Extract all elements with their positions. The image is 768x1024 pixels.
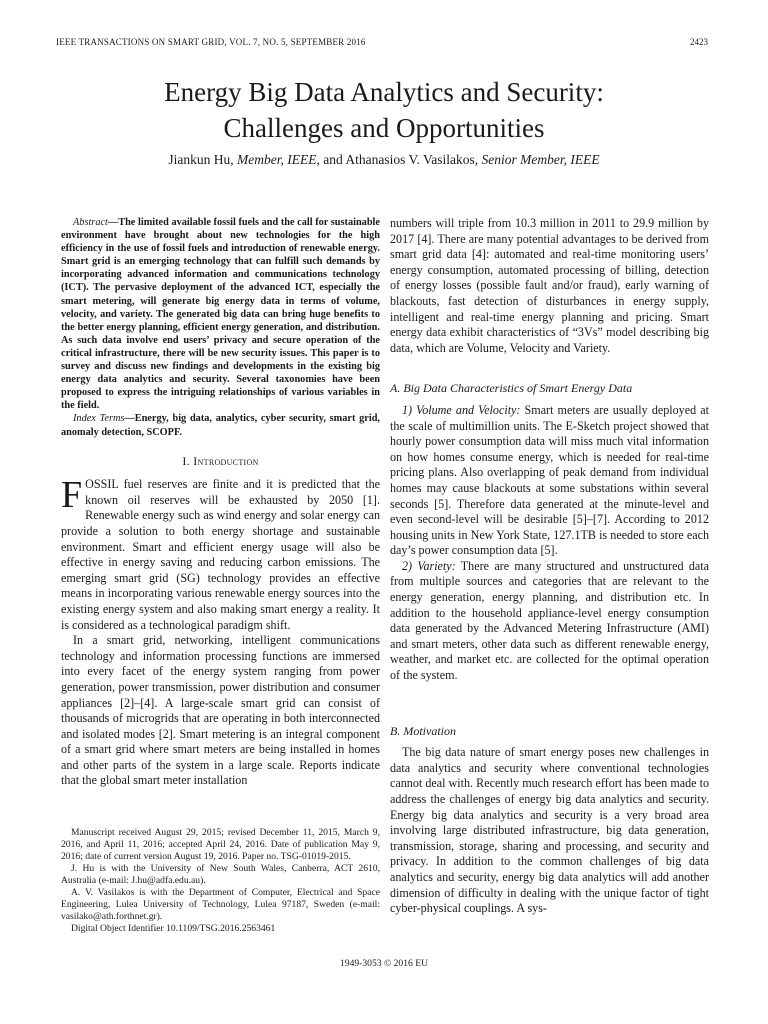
section-heading-introduction (61, 454, 380, 470)
section-b-paragraph-1: The big data nature of smart energy poses new challenges in data analytics and security where conventional technologies cannot deal with. Recently much research effort has been made to address the challenges of energy big data analytics and security. Energy big data analytics and security is a very broad area involving large distributed infrastructure, big data generation, transmission, storage, sharing and processing, and security and privacy. In addition to the common challenges of big data analytics and security, energy big data analytics will add another dimension of difficulty in dealing with the unique factor of tight cyber-physical couplings. A sys- (390, 745, 709, 916)
footnote-manuscript: Manuscript received August 29, 2015; revised December 11, 2015, March 9, 2016, and April 11, 2016; accepted April 24, 2016. Date of publication May 9, 2016; date of current version August 19, 2016. Paper no. TSG-01019-2015. (61, 827, 380, 862)
right-column (390, 216, 709, 917)
abstract-text: —The limited available fossil fuels and the call for sustainable environment have brought about new technologies for the high efficiency in the use of fossil fuels and introduction of renewable energy. Smart grid is an emerging technology that can fulfill such demands by incorporating advanced information and communications technology (ICT). The pervasive deployment of the advanced ICT, especially the smart metering, will generate big energy data in terms of volume, velocity, and variety. The generated big data can bring huge benefits to the better energy planning, efficient energy generation, and distribution. As such data involve end users’ privacy and secure operation of the critical infrastructure, there will be new security issues. This paper is to survey and discuss new findings and developments in the existing big energy data analytics and security. Several taxonomies have been proposed to express the intriguing relationships of various variables in the field. (61, 217, 380, 412)
section-a-paragraph-1 (390, 403, 709, 559)
abstract-label: Abstract (73, 217, 108, 228)
drop-cap: F (61, 474, 83, 517)
author-1-role: Member, IEEE (237, 152, 317, 167)
author-1-name: Jiankun Hu, (168, 152, 238, 167)
section-a-paragraph-2-text: There are many structured and unstructured data from multiple sources and categories that are relevant to the energy generation, energy planning, and distribution etc. In addition to the household appliance-level energy consumption data generated by the Advanced Metering Infrastructure (AMI) and smart meters, other data such as different renewable energy, weather, and market etc. are collected for the optimal operation of the system. (390, 558, 709, 683)
author-separator: , and Athanasios V. Vasilakos, (316, 152, 482, 167)
section-number: I. (182, 453, 194, 468)
footnote-doi: Digital Object Identifier 10.1109/TSG.2016.2563461 (71, 923, 276, 934)
intro-paragraph-1-text: OSSIL fuel reserves are finite and it is predicted that the known oil reserves will be exhausted by 2050 [1]. Renewable energy such as wind energy and solar energy can provide a solution to both energy shortage and sustainable environment. Smart and efficient energy usage will also be effective in energy saving and reducing carbon emissions. The emerging smart grid (SG) technology provides an effective means in incorporating various renewable energy sources into the existing energy system and also making smart energy a reality. It is considered as a technological paradigm shift. (61, 477, 380, 632)
footnote-author-2: A. V. Vasilakos is with the Department of Computer, Electrical and Space Engineering, Lulea University of Technology, Lulea 97187, Sweden (e-mail: vasilako@ath.forthnet.gr). (61, 887, 380, 922)
subsubsection-label-variety: 2) Variety: (402, 558, 456, 573)
subsection-heading-b: B. Motivation (390, 723, 456, 738)
page-number: 2423 (690, 37, 708, 47)
copyright-footer: 1949-3053 © 2016 EU (339, 958, 429, 969)
abstract (61, 216, 380, 412)
index-terms (61, 412, 380, 438)
author-2-role: Senior Member, IEEE (481, 152, 600, 167)
subsubsection-label-volume: 1) Volume and Velocity: (402, 402, 521, 417)
author-line (40, 152, 728, 168)
section-a-paragraph-1-text: Smart meters are usually deployed at the scale of multimillion units. The E-Sketch project showed that hourly power consumption data will miss much vital information on how homes consume energy, which is needed for real-time pricing plans. Also overlapping of peak demand from individual homes may cause blackouts at some substations within several seconds [5]. Therefore data generated at the minute-level and even second-level will be desirable [5]–[7]. According to 2012 housing units in New York State, 127.1TB is needed to store each day’s power consumption data [5]. (390, 402, 709, 558)
index-terms-label: Index Terms (73, 413, 125, 425)
subsection-heading-a: A. Big Data Characteristics of Smart Energy Data (390, 381, 633, 396)
footnote-author-1: J. Hu is with the University of New South Wales, Canberra, ACT 2610, Australia (e-mail: J.hu@adfa.edu.au). (61, 863, 380, 886)
intro-paragraph-2-continued: numbers will triple from 10.3 million in 2011 to 29.9 million by 2017 [4]. There are many potential advantages to be derived from smart grid data [4]: automated and real-time monitoring users’ energy consumption, automated processing of billing, detection of energy losses (possible fault and/or fraud), early warning of blackouts, fast detection of disturbances in energy supply, intelligent and real-time energy planning and pricing. Smart energy data exhibit characteristics of “3Vs” model describing big data, which are Volume, Velocity and Variety. (390, 216, 709, 355)
footnotes (61, 827, 380, 935)
left-column (61, 216, 380, 789)
section-title: Introduction (193, 453, 259, 468)
section-a-paragraph-2 (390, 559, 709, 684)
title-line-1: Energy Big Data Analytics and Security: (164, 77, 604, 107)
title-line-2: Challenges and Opportunities (223, 113, 545, 143)
index-terms-text: —Energy, big data, analytics, cyber security, smart grid, anomaly detection, SCOPF. (61, 413, 380, 438)
paper-title (40, 74, 728, 146)
intro-paragraph-1 (61, 474, 380, 633)
running-header: IEEE TRANSACTIONS ON SMART GRID, VOL. 7, NO. 5, SEPTEMBER 2016 (56, 37, 366, 47)
intro-paragraph-2: In a smart grid, networking, intelligent communications technology and information processing functions are immersed into every facet of the energy system ranging from power generation, power transmission, power distribution and consumer appliances [2]–[4]. A large-scale smart grid can consist of thousands of microgrids that are operating in both interconnected and isolated modes [2]. Smart metering is an integral component of a smart grid where smart meters are being installed in homes and other parts of the system in a large scale. Reports indicate that the global smart meter installation (61, 633, 380, 788)
